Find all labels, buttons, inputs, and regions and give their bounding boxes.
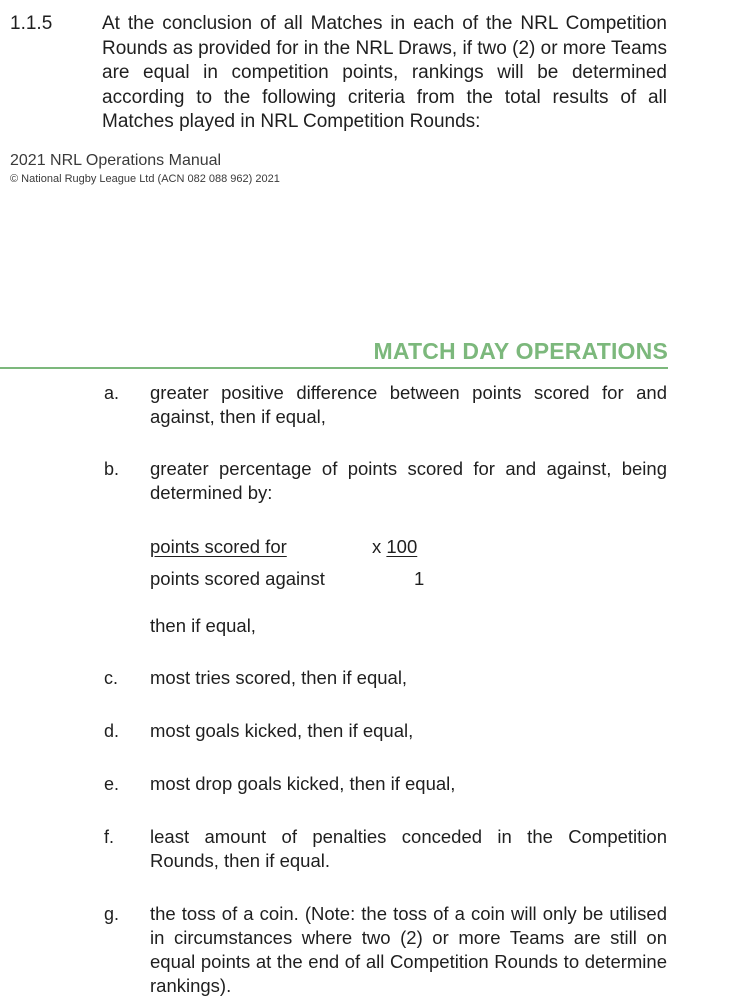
criteria-text-d: most goals kicked, then if equal, bbox=[150, 720, 414, 741]
section-divider bbox=[0, 367, 668, 369]
formula-multiplier-top: 100 bbox=[386, 536, 418, 557]
criteria-letter-f: f. bbox=[104, 827, 115, 847]
criteria-letter-a: a. bbox=[104, 383, 120, 403]
criteria-letter-c: c. bbox=[104, 668, 119, 688]
criteria-text-b: greater percentage of points scored for and against, being determined by: bbox=[150, 458, 667, 503]
clause-number: 1.1.5 bbox=[10, 13, 53, 34]
criteria-text-a: greater positive difference between points scored for and against, then if equal, bbox=[150, 382, 667, 427]
formula-multiplier-prefix: x bbox=[372, 536, 387, 557]
formula-multiplier bbox=[372, 535, 417, 559]
criteria-text-f: least amount of penalties conceded in the Competition Rounds, then if equal. bbox=[150, 826, 667, 871]
formula-numerator: points scored for bbox=[150, 536, 287, 557]
criteria-text-g: the toss of a coin. (Note: the toss of a coin will only be utilised in circumstances where two (2) or more Teams are still on equal points at the end of all Competition Rounds to determine rankings). bbox=[150, 903, 667, 996]
footer-copyright: © National Rugby League Ltd (ACN 082 088 962) 2021 bbox=[10, 173, 280, 185]
criteria-text-e: most drop goals kicked, then if equal, bbox=[150, 773, 456, 794]
clause-text: At the conclusion of all Matches in each of the NRL Competition Rounds as provided for in the NRL Draws, if two (2) or more Teams are equal in competition points, rankings will be determined according to the following criteria from the total results of all Matches played in NRL Competition Rounds: bbox=[102, 13, 667, 132]
formula-then-text: then if equal, bbox=[150, 615, 256, 636]
formula-multiplier-bottom: 1 bbox=[414, 568, 425, 589]
criteria-letter-e: e. bbox=[104, 774, 120, 794]
criteria-letter-d: d. bbox=[104, 721, 120, 741]
criteria-letter-b: b. bbox=[104, 459, 120, 479]
formula-denominator: points scored against bbox=[150, 568, 325, 589]
criteria-text-c: most tries scored, then if equal, bbox=[150, 667, 408, 688]
footer-manual-title: 2021 NRL Operations Manual bbox=[10, 152, 222, 169]
criteria-letter-g: g. bbox=[104, 904, 120, 924]
section-title: MATCH DAY OPERATIONS bbox=[373, 338, 668, 364]
